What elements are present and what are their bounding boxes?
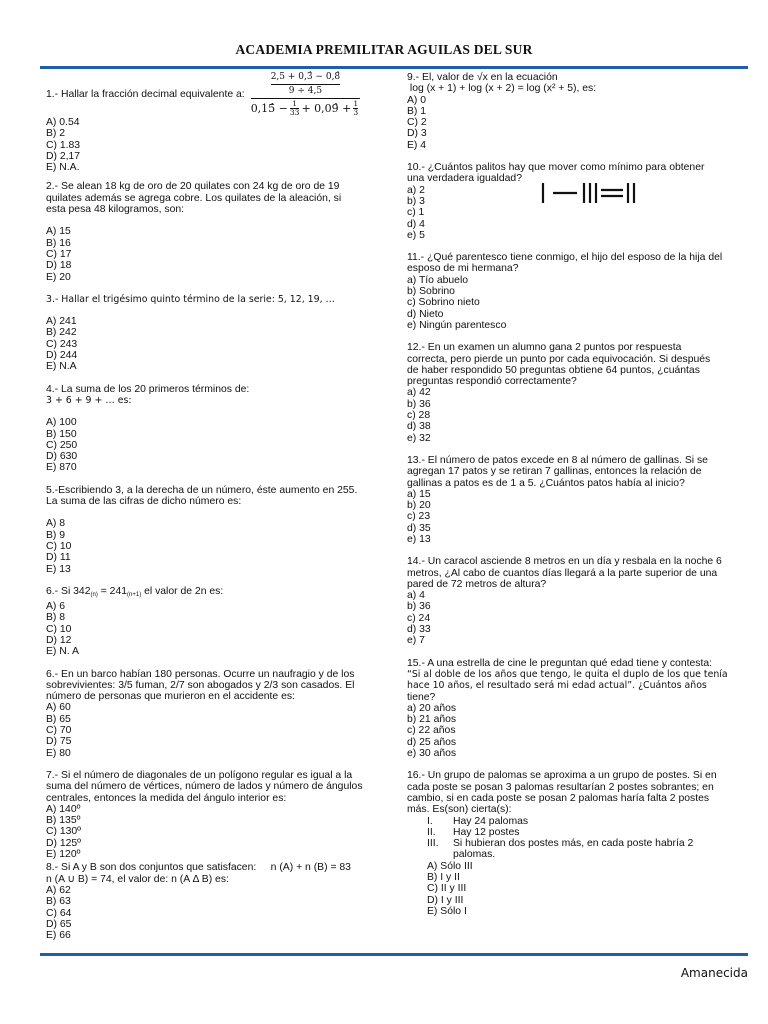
question-8-line: centrales, entonces la medida del ángulo interior es: xyxy=(46,792,287,804)
option: d) 38 xyxy=(407,421,431,433)
statement-number: III. xyxy=(427,838,439,850)
option: D) I y III xyxy=(427,894,464,906)
option: d) 33 xyxy=(407,624,431,636)
question-10-line: 9.- El, valor de √x en la ecuación xyxy=(407,72,558,83)
page-title: ACADEMIA PREMILITAR AGUILAS DEL SUR xyxy=(235,42,533,57)
option: B) 242 xyxy=(46,327,77,339)
option: D) 11 xyxy=(46,552,71,564)
option: e) 5 xyxy=(407,229,425,241)
question-13-line: correcta, pero pierde un punto por cada equivocación. Si después xyxy=(407,353,711,365)
option: b) 21 años xyxy=(407,714,457,726)
question-14 xyxy=(407,455,753,545)
question-3-line: 3.- Hallar el trigésimo quinto término de la serie: 5, 12, 19, … xyxy=(46,293,335,305)
option: B) 8 xyxy=(46,612,66,624)
question-15-line: pared de 72 metros de altura? xyxy=(407,578,547,590)
left-column xyxy=(46,72,398,952)
numerator-bar xyxy=(271,84,340,85)
question-17-line: 16.- Un grupo de palomas se aproxima a un grupo de postes. Si en xyxy=(407,770,717,782)
question-6-stem xyxy=(46,586,398,601)
option: b) Sobrino xyxy=(407,286,455,298)
question-5 xyxy=(46,485,398,575)
option: A) 8 xyxy=(46,518,66,530)
option: c) 28 xyxy=(407,410,431,422)
question-7 xyxy=(46,669,398,759)
option: B) 65 xyxy=(46,713,71,725)
statement-text: palomas. xyxy=(453,849,496,861)
option: E) 20 xyxy=(46,271,71,283)
option: C) 1.83 xyxy=(46,139,81,151)
option: E) 66 xyxy=(46,930,71,942)
question-11-body xyxy=(407,185,753,241)
numerator-top: 2,5 + 0,3̂ − 0,8̂ xyxy=(270,72,341,82)
stem-part: 6.- Si 342 xyxy=(46,585,91,597)
option: a) 15 xyxy=(407,488,431,500)
question-16-line: “Si al doble de los años que tengo, le quita el duplo de los que tenía xyxy=(407,668,728,680)
question-7-line: 6.- En un barco habían 180 personas. Ocurre un naufragio y de los xyxy=(46,668,355,680)
question-16 xyxy=(407,658,753,760)
question-11-line: 10.- ¿Cuántos palitos hay que mover como mínimo para obtener xyxy=(407,162,705,174)
option: D) 630 xyxy=(46,451,78,463)
question-13-line: preguntas respondió correctamente? xyxy=(407,376,577,388)
option: C) 17 xyxy=(46,248,72,260)
stem-part: = 241 xyxy=(97,585,128,597)
question-14-line: gallinas a patos es de 1 a 5. ¿Cuántos patos había al inicio? xyxy=(407,477,685,489)
statement-number xyxy=(427,849,453,860)
question-8-line: suma del número de vértices, número de lados y número de ángulos xyxy=(46,781,363,793)
right-column xyxy=(407,72,753,928)
option: c) 24 xyxy=(407,612,431,624)
option: C) 70 xyxy=(46,725,72,737)
question-1-stem xyxy=(46,72,398,117)
statement-text: Hay 24 palomas xyxy=(453,815,529,827)
option: E) 120º xyxy=(46,849,81,861)
option: d) 35 xyxy=(407,522,431,534)
question-16-line: tiene? xyxy=(407,691,436,703)
option: A) 0 xyxy=(407,94,427,106)
option: B) 2 xyxy=(46,128,66,140)
option: a) 20 años xyxy=(407,702,457,714)
question-8-line: 7.- Si el número de diagonales de un polígono regular es igual a la xyxy=(46,769,353,781)
question-12-line: esposo de mi hermana? xyxy=(407,263,519,275)
question-2-line: esta pesa 48 kilogramos, son: xyxy=(46,204,185,216)
denominator-frac-2 xyxy=(353,100,358,117)
option: E) 870 xyxy=(46,462,77,474)
question-16-line: hace 10 años, el resultado será mi edad actual”. ¿Cuántos años xyxy=(407,680,707,692)
option: a) 2 xyxy=(407,184,425,196)
option: B) 150 xyxy=(46,428,77,440)
option: C) II y III xyxy=(427,883,467,895)
statement-text: Hay 12 postes xyxy=(453,826,520,838)
option: d) Nieto xyxy=(407,308,444,320)
question-10 xyxy=(407,72,753,151)
main-fraction-bar xyxy=(251,98,360,99)
option: C) 2 xyxy=(407,117,427,129)
option: a) Tío abuelo xyxy=(407,274,469,286)
question-9-line: n (A ∪ B) = 74, el valor de: n (A Δ B) es: xyxy=(46,873,229,885)
statement-number: I. xyxy=(427,815,433,827)
question-12-line: 11.- ¿Qué parentesco tiene conmigo, el hijo del esposo de la hija del xyxy=(407,252,723,264)
statement-item xyxy=(427,838,753,849)
question-10-line: log (x + 1) + log (x + 2) = log (x² + 5), es: xyxy=(407,83,597,95)
stem-subscript: (n+1) xyxy=(127,591,142,598)
question-13-line: de haber respondido 50 preguntas obtiene 64 puntos, ¿cuántas xyxy=(407,364,700,376)
statement-item xyxy=(427,827,753,838)
options-block xyxy=(407,861,753,917)
question-15-line: metros, ¿Al cabo de cuantos días llegará a la parte superior de una xyxy=(407,567,718,579)
option: E) Sólo I xyxy=(427,905,467,917)
option: E) N.A. xyxy=(46,162,80,174)
question-13 xyxy=(407,342,753,444)
option: c) 1 xyxy=(407,207,425,219)
question-17-line: cada poste se posan 3 palomas resultarían 2 postes sobrantes; en xyxy=(407,781,714,793)
option: B) 135º xyxy=(46,815,81,827)
statement-item xyxy=(427,816,753,827)
question-13-line: 12.- En un examen un alumno gana 2 puntos por respuesta xyxy=(407,342,682,354)
fraction-denominator xyxy=(251,100,360,117)
denominator-frac-2-num: 1 xyxy=(353,99,359,108)
option: D) 12 xyxy=(46,634,72,646)
option: A) 100 xyxy=(46,417,77,429)
option: C) 250 xyxy=(46,439,78,451)
option: d) 25 años xyxy=(407,736,457,748)
question-17-line: cambio, si en cada poste se posan 2 palomas haría falta 2 postes xyxy=(407,792,710,804)
question-11-line: una verdadera igualdad? xyxy=(407,173,522,185)
question-16-line: 15.- A una estrella de cine le preguntan qué edad tiene y contesta: xyxy=(407,657,713,669)
option: e) Ningún parentesco xyxy=(407,319,507,331)
option: A) 0.54 xyxy=(46,117,80,128)
option: E) 80 xyxy=(46,747,71,759)
denominator-part-1: 0,15̂ − xyxy=(250,102,288,115)
option: D) 75 xyxy=(46,736,72,748)
option: e) 32 xyxy=(407,432,431,444)
statement-list xyxy=(407,816,753,861)
option: A) 241 xyxy=(46,316,77,328)
option: a) 4 xyxy=(407,590,425,602)
option: D) 125º xyxy=(46,837,81,849)
option: B) 63 xyxy=(46,896,71,908)
option: c) 22 años xyxy=(407,725,456,737)
question-5-line: 5.-Escribiendo 3, a la derecha de un número, éste aumento en 255. xyxy=(46,484,358,496)
option: E) N. A xyxy=(46,646,79,658)
question-5-line: La suma de las cifras de dicho número es: xyxy=(46,496,242,508)
question-14-line: agregan 17 patos y se retiran 7 gallinas, entonces la relación de xyxy=(407,466,702,478)
question-9-line: 8.- Si A y B son dos conjuntos que satisfacen: n (A) + n (B) = 83 xyxy=(46,862,351,874)
option: b) 3 xyxy=(407,195,425,207)
option: e) 30 años xyxy=(407,748,457,760)
option: D) 18 xyxy=(46,260,72,272)
question-12 xyxy=(407,252,753,331)
option: b) 36 xyxy=(407,601,431,613)
question-4 xyxy=(46,384,398,474)
question-15-line: 14.- Un caracol asciende 8 metros en un día y resbala en la noche 6 xyxy=(407,556,722,568)
question-9 xyxy=(46,862,398,941)
option: C) 64 xyxy=(46,907,72,919)
option: d) 4 xyxy=(407,218,425,230)
option: a) 42 xyxy=(407,387,431,399)
option: B) I y II xyxy=(427,872,460,883)
numerator-bottom: 9 ÷ 4,5 xyxy=(288,86,323,96)
stem-part: el valor de 2n es: xyxy=(141,585,224,597)
denominator-frac-1-den: 33 xyxy=(289,108,300,117)
option: A) 62 xyxy=(46,884,71,896)
question-2-line: quilates además se agrega cobre. Los quilates de la aleación, si xyxy=(46,192,342,204)
question-1-fraction xyxy=(251,72,360,117)
option: b) 36 xyxy=(407,398,431,410)
option: A) Sólo III xyxy=(427,860,473,872)
option: D) 244 xyxy=(46,350,78,362)
question-2-line: 2.- Se alean 18 kg de oro de 20 quilates con 24 kg de oro de 19 xyxy=(46,181,340,193)
denominator-frac-2-den: 3 xyxy=(353,108,359,117)
option: E) 13 xyxy=(46,563,71,575)
option: B) 1 xyxy=(407,105,427,117)
option: C) 243 xyxy=(46,338,78,350)
option: A) 60 xyxy=(46,702,71,714)
header-rule xyxy=(40,66,748,69)
option: c) Sobrino nieto xyxy=(407,297,480,309)
option: e) 13 xyxy=(407,533,431,545)
option: A) 140º xyxy=(46,803,81,815)
matchsticks-figure xyxy=(541,181,641,205)
option: c) 23 xyxy=(407,511,431,523)
option: C) 10 xyxy=(46,540,72,552)
footer-text: Amanecida xyxy=(680,966,748,980)
option: D) 2,17 xyxy=(46,150,81,162)
question-6 xyxy=(46,586,398,658)
question-7-line: sobrevivientes: 3/5 fuman, 2/7 son abogados y 2/3 son casados. El xyxy=(46,679,355,691)
option: E) 4 xyxy=(407,139,427,151)
option: b) 20 xyxy=(407,500,431,512)
denominator-frac-1 xyxy=(290,100,300,117)
question-1 xyxy=(46,72,398,173)
question-17-line: más. Es(son) cierta(s): xyxy=(407,804,512,816)
footer-rule xyxy=(40,953,748,956)
question-4-line: 3 + 6 + 9 + … es: xyxy=(46,394,132,406)
stem-subscript: (n) xyxy=(90,591,98,598)
option: E) N.A xyxy=(46,361,77,373)
question-14-line: 13.- El número de patos excede en 8 al número de gallinas. Si se xyxy=(407,454,708,466)
question-1-text: 1.- Hallar la fracción decimal equivalente a: xyxy=(46,88,245,100)
question-3 xyxy=(46,294,398,373)
question-2 xyxy=(46,181,398,282)
option: C) 10 xyxy=(46,623,72,635)
question-8 xyxy=(46,770,398,860)
question-7-line: número de personas que murieron en el accidente es: xyxy=(46,691,295,703)
option: A) 15 xyxy=(46,226,71,238)
statement-number: II. xyxy=(427,826,436,838)
question-15 xyxy=(407,556,753,646)
option: D) 65 xyxy=(46,918,72,930)
statement-text: Si hubieran dos postes más, en cada poste habría 2 xyxy=(453,838,694,850)
option: D) 3 xyxy=(407,128,427,140)
option: B) 9 xyxy=(46,529,66,541)
denominator-frac-1-num: 1 xyxy=(292,99,298,108)
fraction-numerator xyxy=(271,72,340,97)
option: e) 7 xyxy=(407,635,425,647)
question-17 xyxy=(407,770,753,917)
statement-item xyxy=(427,849,753,860)
option: C) 130º xyxy=(46,826,81,838)
option: B) 16 xyxy=(46,237,71,249)
question-11 xyxy=(407,162,753,241)
denominator-part-2: + 0,09̂ + xyxy=(301,102,352,115)
question-4-line: 4.- La suma de los 20 primeros términos de: xyxy=(46,383,250,395)
option: A) 6 xyxy=(46,601,66,613)
